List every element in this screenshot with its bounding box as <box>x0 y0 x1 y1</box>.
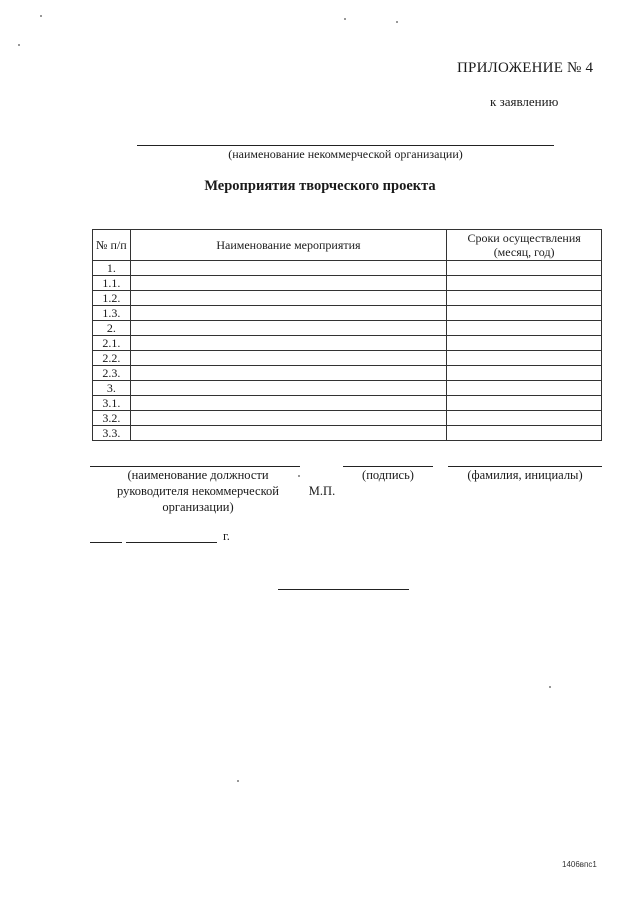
event-name-cell[interactable] <box>130 426 447 441</box>
column-header-name: Наименование мероприятия <box>130 230 447 261</box>
scan-speck <box>396 21 398 23</box>
event-term-cell[interactable] <box>447 276 602 291</box>
event-term-cell[interactable] <box>447 381 602 396</box>
table-row <box>93 411 602 426</box>
appendix-heading: ПРИЛОЖЕНИЕ № 4 <box>457 60 594 76</box>
date-month-line[interactable] <box>126 542 217 543</box>
row-number: 3. <box>93 381 131 396</box>
event-name-cell[interactable] <box>130 366 447 381</box>
event-name-cell[interactable] <box>130 306 447 321</box>
events-table <box>92 229 602 441</box>
event-name-cell[interactable] <box>130 381 447 396</box>
event-term-cell[interactable] <box>447 336 602 351</box>
event-term-cell[interactable] <box>447 306 602 321</box>
event-term-cell[interactable] <box>447 261 602 276</box>
event-name-cell[interactable] <box>130 291 447 306</box>
bottom-line[interactable] <box>278 589 409 590</box>
event-name-cell[interactable] <box>130 411 447 426</box>
footer-code: 1406впс1 <box>562 860 597 869</box>
signature-caption: (подпись) <box>362 468 414 482</box>
event-term-cell[interactable] <box>447 411 602 426</box>
table-row <box>93 306 602 321</box>
table-row <box>93 321 602 336</box>
date-day-line[interactable] <box>90 542 122 543</box>
event-term-cell[interactable] <box>447 366 602 381</box>
to-application-label: к заявлению <box>490 94 559 109</box>
scan-speck <box>18 44 20 46</box>
row-number: 3.1. <box>93 396 131 411</box>
column-header-number: № п/п <box>93 230 131 261</box>
row-number: 3.3. <box>93 426 131 441</box>
document-title: Мероприятия творческого проекта <box>204 178 436 194</box>
event-term-cell[interactable] <box>447 426 602 441</box>
organization-name-line[interactable] <box>137 145 554 146</box>
table-row <box>93 336 602 351</box>
row-number: 3.2. <box>93 411 131 426</box>
table-body <box>93 261 602 441</box>
column-header-term: Сроки осуществления (месяц, год) <box>447 230 602 261</box>
row-number: 1. <box>93 261 131 276</box>
table-row <box>93 261 602 276</box>
row-number: 2.3. <box>93 366 131 381</box>
event-name-cell[interactable] <box>130 336 447 351</box>
event-term-cell[interactable] <box>447 321 602 336</box>
table-row <box>93 381 602 396</box>
table-header-row <box>93 230 602 261</box>
event-term-cell[interactable] <box>447 396 602 411</box>
row-number: 2. <box>93 321 131 336</box>
table-row <box>93 351 602 366</box>
table-row <box>93 276 602 291</box>
table-row <box>93 366 602 381</box>
date-year-suffix: г. <box>223 529 230 543</box>
position-caption: (наименование должности руководителя некоммерческой организации) <box>117 468 279 514</box>
row-number: 1.1. <box>93 276 131 291</box>
scan-speck <box>298 475 300 477</box>
scan-speck <box>40 15 42 17</box>
table-row <box>93 291 602 306</box>
row-number: 2.1. <box>93 336 131 351</box>
stamp-label: М.П. <box>308 484 336 498</box>
row-number: 1.2. <box>93 291 131 306</box>
scan-speck <box>549 686 551 688</box>
row-number: 1.3. <box>93 306 131 321</box>
row-number: 2.2. <box>93 351 131 366</box>
scan-speck <box>344 18 346 20</box>
event-name-cell[interactable] <box>130 351 447 366</box>
table-row <box>93 426 602 441</box>
table-row <box>93 396 602 411</box>
event-term-cell[interactable] <box>447 291 602 306</box>
scan-speck <box>237 780 239 782</box>
event-term-cell[interactable] <box>447 351 602 366</box>
event-name-cell[interactable] <box>130 396 447 411</box>
event-name-cell[interactable] <box>130 321 447 336</box>
event-name-cell[interactable] <box>130 261 447 276</box>
event-name-cell[interactable] <box>130 276 447 291</box>
name-caption: (фамилия, инициалы) <box>467 468 583 482</box>
organization-name-caption: (наименование некоммерческой организации) <box>228 147 463 161</box>
